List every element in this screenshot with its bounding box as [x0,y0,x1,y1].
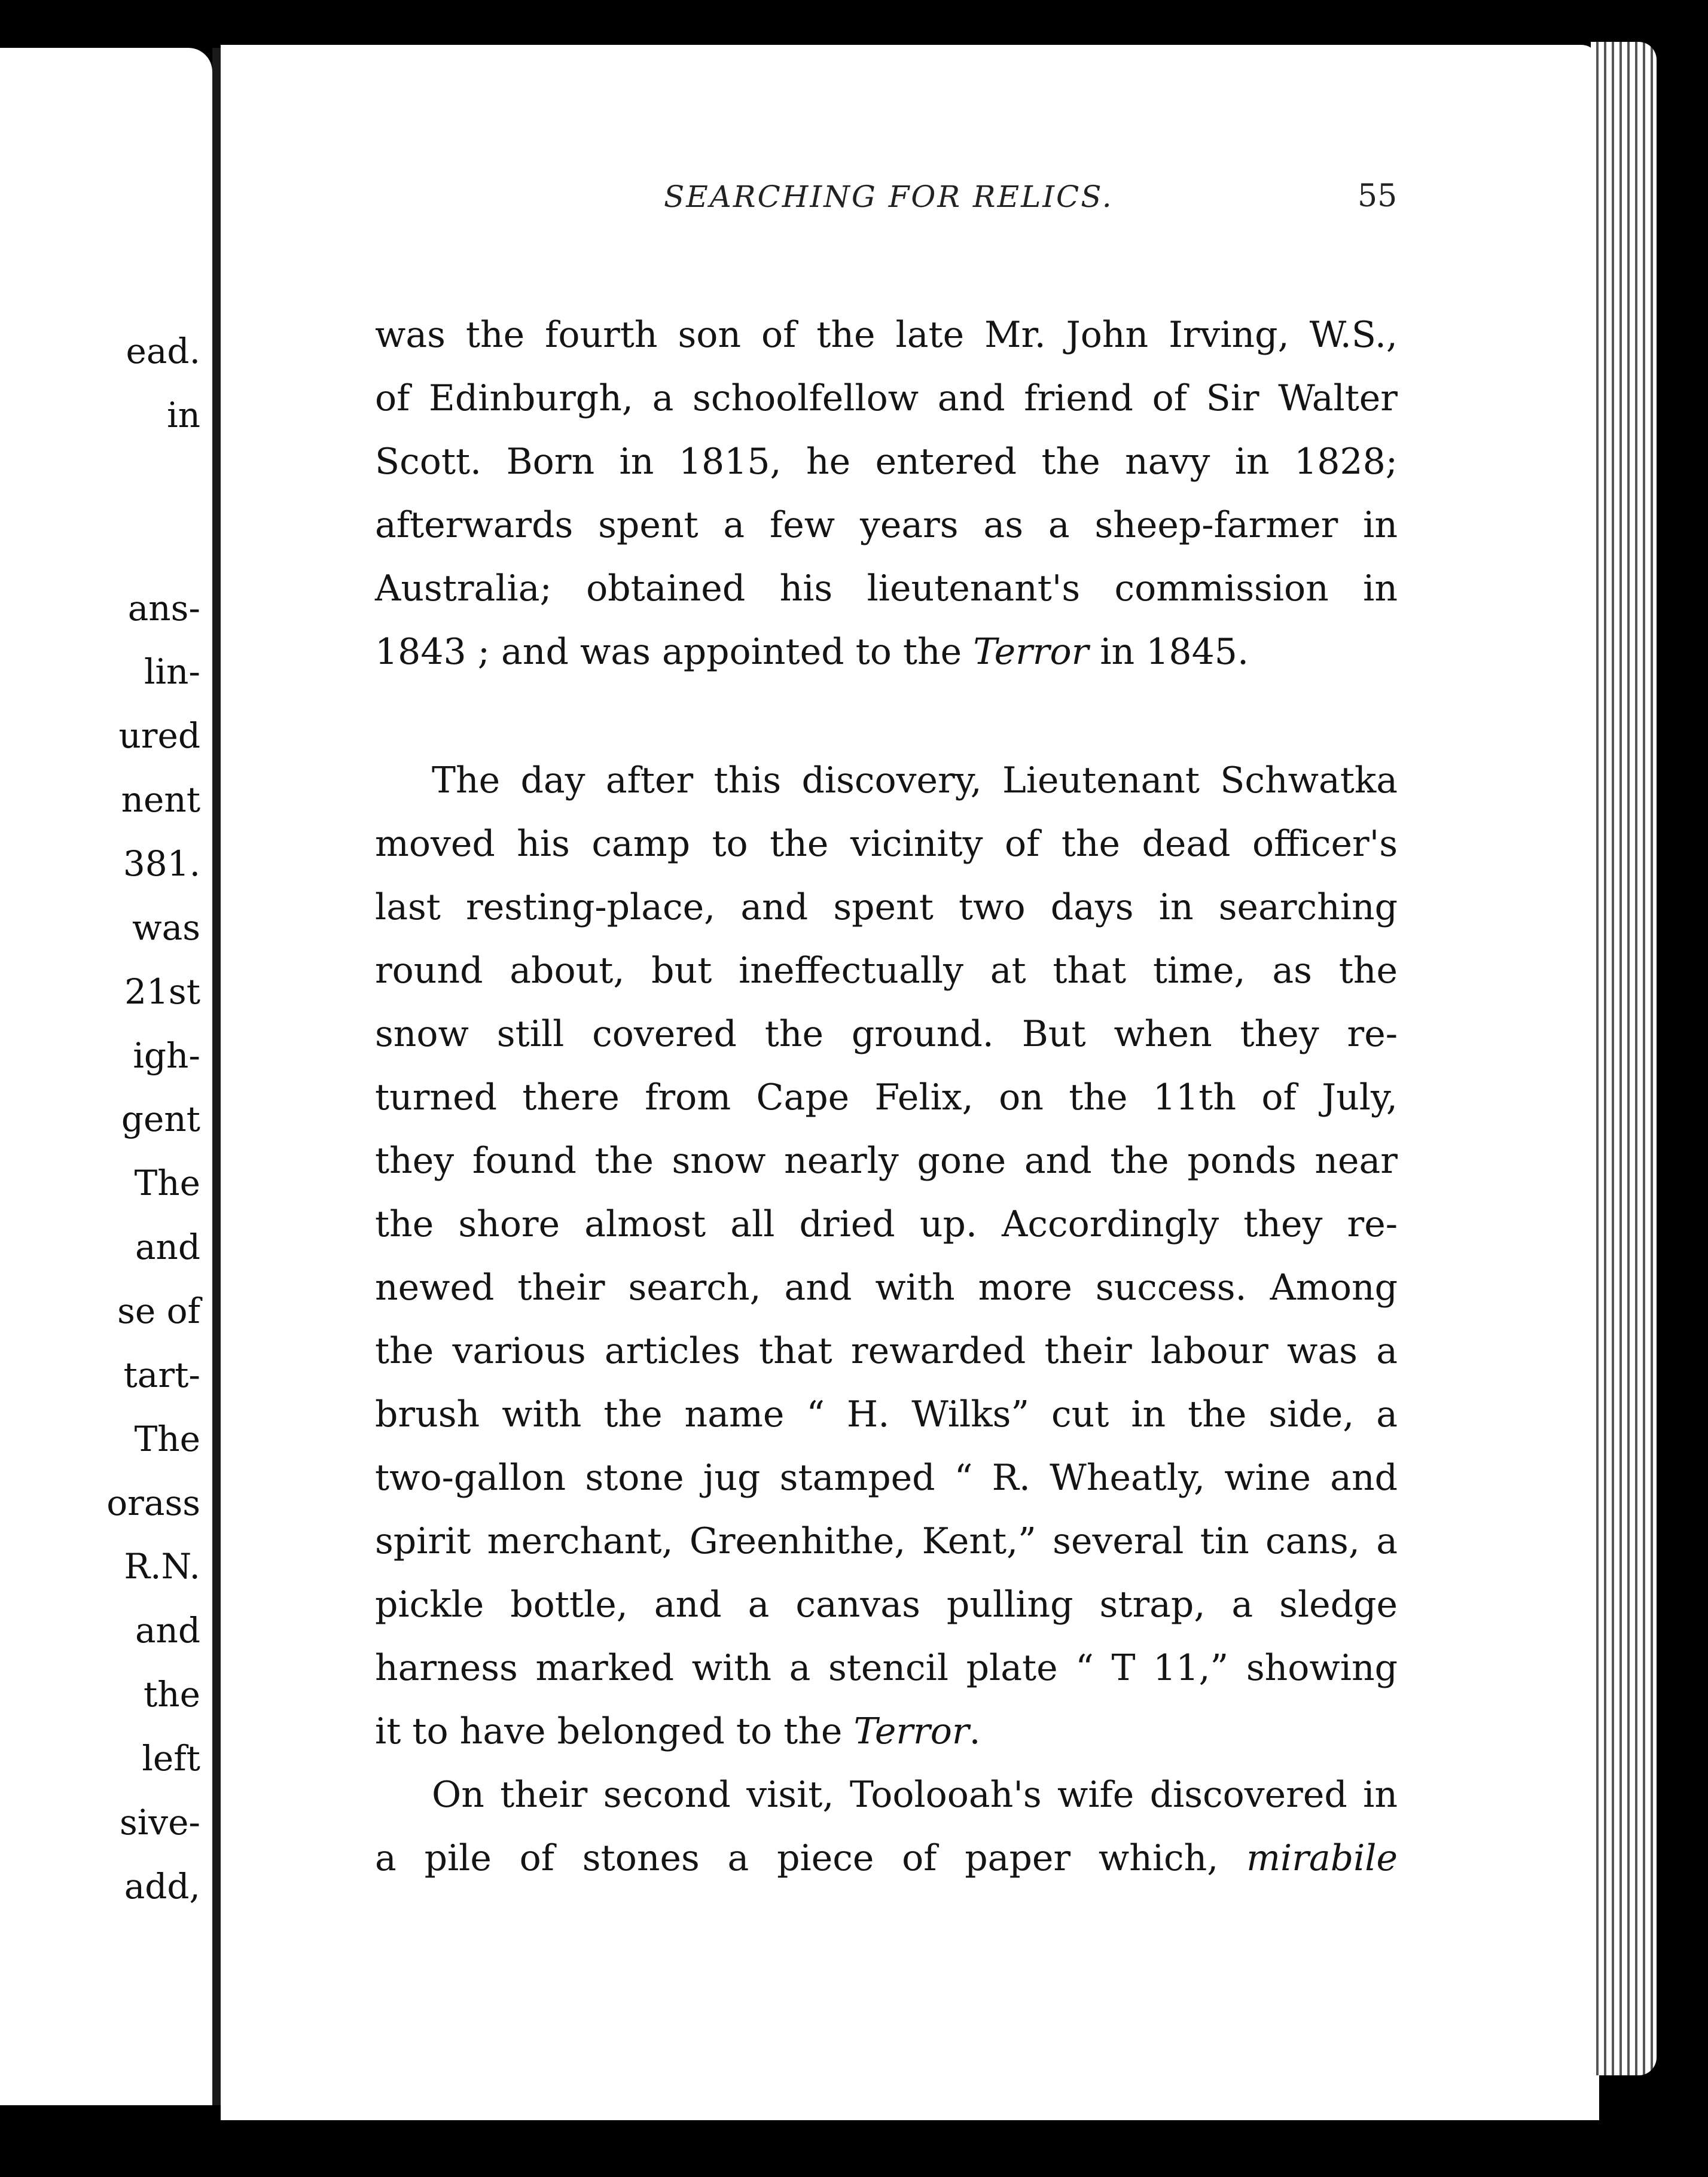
left-page-line: tart- [123,1355,200,1395]
body-line: turned there from Cape Felix, on the 11th of July, [375,1077,1398,1118]
body-line: moved his camp to the vicinity of the dead officer's [375,823,1398,865]
body-line: the shore almost all dried up. Accordingly they re- [375,1203,1398,1245]
left-page-line: The [134,1163,200,1203]
left-page-line: ead. [126,331,200,371]
running-title: SEARCHING FOR RELICS. [664,179,1114,214]
left-page-line: ans- [127,588,200,629]
body-line: snow still covered the ground. But when they re- [375,1013,1398,1055]
left-page-line: add, [124,1866,200,1907]
left-page-line: sive- [119,1802,200,1843]
body-line: brush with the name “ H. Wilks” cut in the side, a [375,1394,1398,1435]
left-page-line: the [144,1674,200,1715]
body-line: round about, but ineffectually at that time, as the [375,950,1398,992]
left-page-line: ured [118,715,200,756]
body-line: it to have belonged to the Terror. [375,1710,981,1752]
left-page-line: se of [117,1291,200,1331]
left-facing-page [0,48,212,2105]
left-page-line: orass [106,1483,200,1523]
body-line: spirit merchant, Greenhithe, Kent,” several tin cans, a [375,1520,1398,1562]
page-number: 55 [1358,178,1398,214]
left-page-line: 381. [123,843,200,884]
left-page-line: R.N. [124,1546,200,1587]
body-line: the various articles that rewarded their labour was a [375,1330,1398,1372]
left-page-line: nent [121,779,200,820]
left-page-line: and [135,1610,200,1651]
body-line: a pile of stones a piece of paper which, mirabile [375,1837,1398,1879]
body-line: afterwards spent a few years as a sheep-farmer in [375,504,1398,546]
left-page-line: igh- [133,1035,200,1076]
italic-word: Terror [853,1710,969,1752]
left-page-line: in [167,395,200,435]
body-line: of Edinburgh, a schoolfellow and friend of Sir Walter [375,377,1398,419]
body-line: two-gallon stone jug stamped “ R. Wheatly, wine and [375,1457,1398,1499]
body-line: they found the snow nearly gone and the ponds near [375,1140,1398,1182]
left-page-line: and [135,1227,200,1267]
body-line: 1843 ; and was appointed to the Terror in 1845. [375,631,1249,673]
left-page-line: The [134,1419,200,1459]
left-page-line: gent [121,1099,200,1139]
body-line: newed their search, and with more success. Among [375,1267,1398,1309]
body-line: On their second visit, Toolooah's wife discovered in [432,1774,1398,1816]
body-line: harness marked with a stencil plate “ T 11,” showing [375,1647,1398,1689]
body-line: was the fourth son of the late Mr. John Irving, W.S., [375,314,1398,356]
italic-word: mirabile [1246,1837,1398,1879]
body-line: Scott. Born in 1815, he entered the navy in 1828; [375,441,1398,483]
left-page-line: left [142,1738,200,1779]
body-line: Australia; obtained his lieutenant's commission in [375,568,1398,609]
left-page-line: 21st [124,971,200,1012]
left-page-line: was [132,907,200,948]
body-line: last resting-place, and spent two days in searching [375,886,1398,928]
body-line: The day after this discovery, Lieutenant Schwatka [432,760,1398,801]
book-gutter [212,48,221,2105]
italic-word: Terror [973,631,1089,673]
page-edges [1591,42,1657,2075]
body-line: pickle bottle, and a canvas pulling strap, a sledge [375,1584,1398,1626]
left-page-line: lin- [144,651,200,692]
